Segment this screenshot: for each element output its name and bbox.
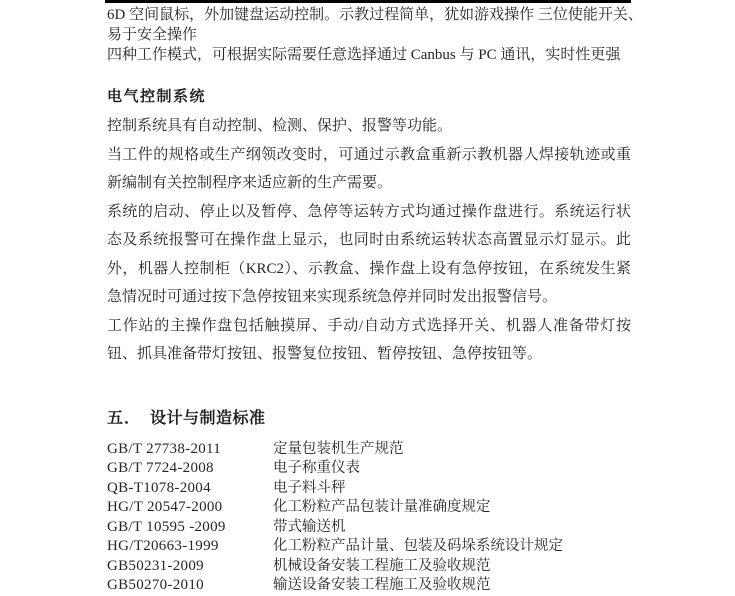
intro-paragraph: 6D 空间鼠标，外加键盘运动控制。示教过程简单，犹如游戏操作 三位使能开关、易于安全操作 (107, 7, 643, 43)
standard-title: 化工粉粒产品计量、包装及码垛系统设计规定 (273, 538, 563, 554)
standard-title: 化工粉粒产品包装计量准确度规定 (273, 499, 491, 515)
standard-title: 电子称重仪表 (273, 460, 360, 476)
body-paragraph: 系统的启动、停止以及暂停、急停等运转方式均通过操作盘进行。系统运行状态及系统报警可在操作盘上显示，也同时由系统运转状态高置显示灯显示。此外，机器人控制柜（KRC2）、示教盒、操作盘上设有急停按钮，在系统发生紧急情况时可通过按下急停按钮来实现系统急停并同时发出报警信号。 (107, 203, 631, 305)
standard-row (107, 576, 631, 596)
standard-title: 输送设备安装工程施工及验收规范 (273, 577, 491, 593)
standard-code: HG/T20663-1999 (107, 538, 219, 554)
section-heading-electrical-control: 电气控制系统 (107, 89, 207, 105)
section-heading-standards (107, 408, 631, 430)
standard-title: 机械设备安装工程施工及验收规范 (273, 557, 491, 574)
standard-code: GB/T 27738-2011 (107, 440, 222, 457)
body-paragraph: 当工件的规格或生产纲领改变时，可通过示教盒重新示教机器人焊接轨迹或重新编制有关控制程序来适应新的生产需要。 (107, 146, 631, 191)
standard-row (107, 557, 631, 577)
intro-paragraph: 四种工作模式，可根据实际需要任意选择通过 Canbus 与 PC 通讯，实时性更强 (107, 47, 621, 63)
standard-row (107, 537, 631, 557)
standard-code: GB/T 7724-2008 (107, 460, 214, 476)
standard-row (107, 479, 631, 499)
body-paragraph: 工作站的主操作盘包括触摸屏、手动/自动方式选择开关、机器人准备带灯按钮、抓具准备带灯按钮、报警复位按钮、暂停按钮、急停按钮等。 (107, 317, 631, 362)
standard-title: 定量包装机生产规范 (273, 440, 404, 457)
standard-title: 带式输送机 (273, 518, 346, 535)
document-content (107, 5, 643, 596)
standard-code: QB-T1078-2004 (107, 479, 211, 496)
body-paragraph: 控制系统具有自动控制、检测、保护、报警等功能。 (107, 118, 453, 134)
standard-title: 电子料斗秤 (273, 479, 346, 496)
table-border-rule (105, 0, 631, 3)
intro-block (107, 5, 647, 65)
heading-title: 设计与制造标准 (150, 409, 266, 427)
standard-row (107, 440, 631, 460)
standard-code: GB50270-2010 (107, 577, 204, 593)
standard-code: GB/T 10595 -2009 (107, 518, 226, 535)
standard-row (107, 518, 631, 538)
standards-list (107, 440, 631, 596)
standard-row (107, 459, 631, 479)
standard-code: HG/T 20547-2000 (107, 499, 223, 515)
heading-number: 五． (107, 409, 142, 427)
standard-code: GB50231-2009 (107, 557, 204, 574)
standard-row (107, 498, 631, 518)
